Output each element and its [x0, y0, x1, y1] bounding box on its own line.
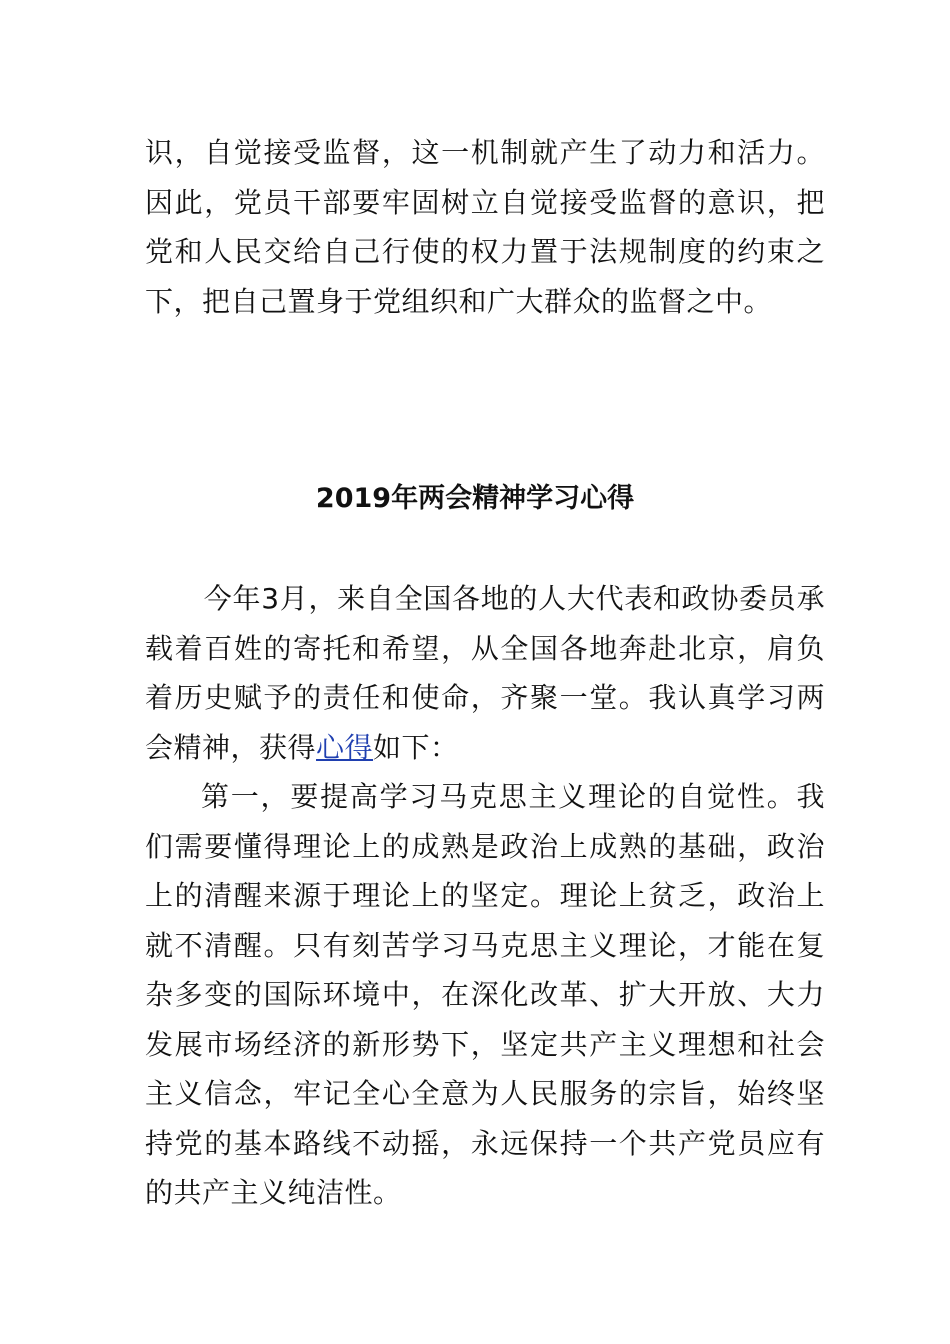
xinde-link[interactable]: 心得 — [316, 730, 374, 764]
intro-text-before-number: 今年 — [203, 582, 262, 615]
continuation-paragraph: 识，自觉接受监督，这一机制就产生了动力和活力。因此，党员干部要牢固树立自觉接受监督的意识，把党和人民交给自己行使的权力置于法规制度的约束之下，把自己置身于党组织和广大群众的监督之中。 — [145, 136, 825, 318]
intro-paragraph — [145, 574, 825, 772]
intro-month-number: 3 — [261, 582, 280, 615]
intro-text-after-link: 如下： — [373, 730, 459, 764]
intro-text-after-number: 月，来自全国各地的人大代表和政协委员承载着百姓的寄托和希望，从全国各地奔赴北京，肩负着历史赋予的责任和使命，齐聚一堂。我认真学习两会精神，获得 — [145, 582, 825, 764]
continuation-section — [145, 128, 825, 326]
article-body — [145, 574, 825, 1218]
article-title: 2019年两会精神学习心得 — [315, 483, 635, 514]
point-one-paragraph: 第一，要提高学习马克思主义理论的自觉性。我们需要懂得理论上的成熟是政治上成熟的基础，政治上的清醒来源于理论上的坚定。理论上贫乏，政治上就不清醒。只有刻苦学习马克思主义理论，才能在复杂多变的国际环境中，在深化改革、扩大开放、大力发展市场经济的新形势下，坚定共产主义理想和社会主义信念，牢记全心全意为人民服务的宗旨，始终坚持党的基本路线不动摇，永远保持一个共产党员应有的共产主义纯洁性。 — [145, 780, 825, 1209]
